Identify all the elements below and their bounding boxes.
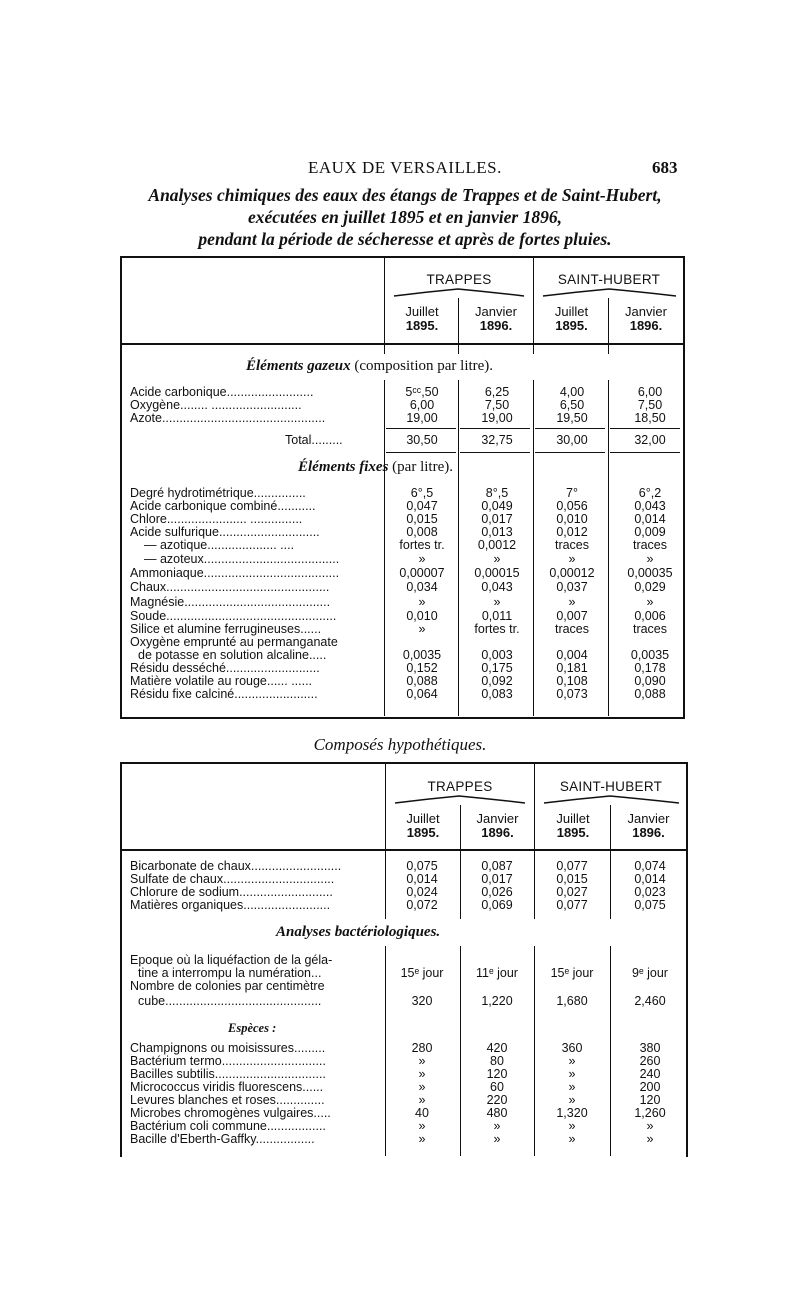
caption-composes: Composés hypothétiques. [313, 735, 487, 754]
total-row: Total......... 30,50 32,75 30,00 32,00 [285, 433, 666, 447]
table-row: Bicarbonate de chaux.......................... 0,075 0,087 0,077 0,074 [130, 859, 666, 873]
table-row: Bacilles subtilis................................ » 120 » 240 [130, 1067, 661, 1081]
table-row: Oxygène........ .......................... 6,00 7,50 6,50 7,50 [130, 398, 663, 412]
table-row: Azote............................................... 19,00 19,00 19,50 18,50 [130, 411, 666, 425]
table-row: — azoteux....................................... » » » » [144, 552, 654, 566]
table-row: Bactérium termo.............................. » 80 » 260 [130, 1054, 661, 1068]
group-trappes: TRAPPES [427, 779, 493, 794]
table-row: Acide sulfurique............................. 0,008 0,013 0,012 0,009 [130, 525, 666, 539]
table-row: Acide carbonique combiné........... 0,047 0,049 0,056 0,043 [130, 499, 666, 513]
col4-header: Janvier 1896. [627, 811, 670, 840]
table-row: Oxygène emprunté au permanganate [130, 636, 338, 649]
table-row: Résidu fixe calciné........................ 0,064 0,083 0,073 0,088 [130, 687, 666, 701]
table-row: Ammoniaque....................................... 0,00007 0,00015 0,00012 0,00035 [130, 566, 673, 580]
section-fixes: Éléments fixes (par litre). [298, 459, 453, 475]
col3-header: Juillet 1895. [554, 304, 589, 333]
group-braces [387, 793, 687, 807]
group-saint-hubert: SAINT-HUBERT [557, 272, 661, 287]
especes-label-row: Espèces : [228, 1022, 277, 1035]
table-row: Bacille d'Eberth-Gaffky................. » » » » [130, 1132, 654, 1146]
group-trappes: TRAPPES [426, 272, 492, 287]
table-row: Levures blanches et roses.............. » 220 » 120 [130, 1093, 661, 1107]
table-row: Sulfate de chaux................................ 0,014 0,017 0,015 0,014 [130, 872, 666, 886]
table-row: Silice et alumine ferrugineuses...... » fortes tr. traces traces [130, 622, 668, 636]
col3-header: Juillet 1895. [556, 811, 590, 840]
table-row: Matières organiques......................... 0,072 0,069 0,077 0,075 [130, 898, 666, 912]
table-row: Acide carbonique......................... 5ᶜᶜ,50 6,25 4,00 6,00 [130, 385, 663, 399]
table-row: Chlore....................... ............... 0,015 0,017 0,010 0,014 [130, 512, 666, 526]
page-number: 683 [652, 158, 678, 177]
table-row: Chaux............................................... 0,034 0,043 0,037 0,029 [130, 580, 666, 594]
table-row: Degré hydrotimétrique............... 6°,5 8°,5 7° 6°,2 [130, 486, 662, 500]
section-gazeux: Éléments gazeux (composition par litre). [246, 358, 494, 374]
col1-header: Juillet 1895. [406, 811, 440, 840]
table-row: — azotique.................... .... fortes tr. 0,0012 traces traces [144, 538, 668, 552]
table-row: Matière volatile au rouge...... ...... 0,088 0,092 0,108 0,090 [130, 674, 666, 688]
table-row: Magnésie.......................................... » » » » [130, 595, 654, 609]
running-title: EAUX DE VERSAILLES. [308, 158, 502, 177]
title-line-2: exécutées en juillet 1895 et en janvier 1896, [248, 207, 562, 227]
title-line-3: pendant la période de sécheresse et après de fortes pluies. [198, 229, 612, 249]
table-row: Soude................................................. 0,010 0,011 0,007 0,006 [130, 609, 666, 623]
table-row: de potasse en solution alcaline..... 0,0035 0,003 0,004 0,0035 [138, 648, 670, 662]
table-row: Microbes chromogènes vulgaires..... 40 480 1,320 1,260 [130, 1106, 666, 1120]
table-row: Epoque où la liquéfaction de la géla- [130, 954, 333, 967]
bact-title: Analyses bactériologiques. [276, 924, 441, 940]
group-saint-hubert: SAINT-HUBERT [559, 779, 663, 794]
table-row: Résidu desséché........................... 0,152 0,175 0,181 0,178 [130, 661, 666, 675]
title-line-1: Analyses chimiques des eaux des étangs de Trappes et de Saint-Hubert, [148, 185, 662, 205]
table-row: Chlorure de sodium........................... 0,024 0,026 0,027 0,023 [130, 885, 666, 899]
table-row: Nombre de colonies par centimètre [130, 980, 325, 993]
col2-header: Janvier 1896. [476, 811, 519, 840]
table-row: Micrococcus viridis fluorescens...... » 60 » 200 [130, 1080, 661, 1094]
table-row: tine a interrompu la numération... 15ᵉ jour 11ᵉ jour 15ᵉ jour 9ᵉ jour [138, 966, 668, 980]
table-row: Champignons ou moisissures......... 280 420 360 380 [130, 1041, 661, 1055]
col1-header: Juillet 1895. [405, 304, 439, 333]
table-row: cube............................................. 320 1,220 1,680 2,460 [138, 994, 666, 1008]
col4-header: Janvier 1896. [625, 304, 667, 333]
table-row: Bactérium coli commune................. » » » » [130, 1119, 654, 1133]
col2-header: Janvier 1896. [475, 304, 517, 333]
